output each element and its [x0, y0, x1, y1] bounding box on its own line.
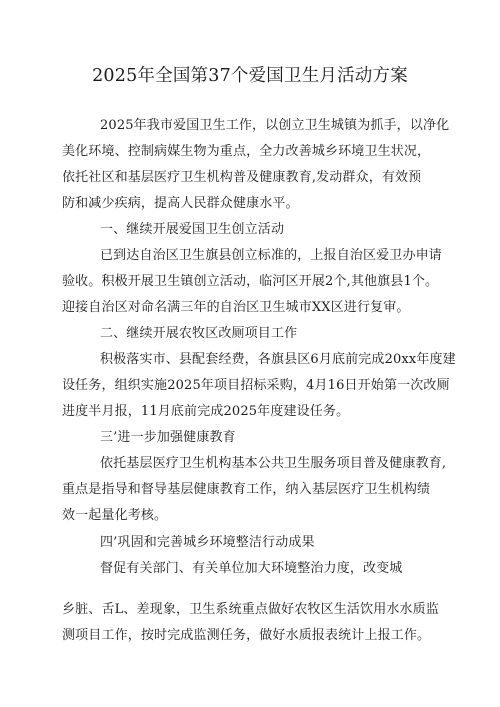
section-4-heading: 四’巩固和完善城乡环境整洁行动成果: [100, 535, 315, 550]
section-3-line-3: 效一起量化考核。: [62, 508, 168, 523]
section-2-heading: 二、继续开展农牧区改厕项目工作: [100, 326, 298, 341]
intro-line-1: 2025年我市爱国卫生工作，以创立卫生城镇为抓手，以净化: [100, 118, 450, 133]
section-1-line-3: 迎接自治区对命名满三年的自治区卫生城市XX区进行复审。: [62, 300, 410, 315]
section-1-line-2: 验收。积极开展卫生镇创立活动，临河区开展2个,其他旗县1个。: [62, 274, 439, 289]
section-4-line-3: 测项目工作，按时完成监测任务，做好水质报表统计上报工作。: [62, 628, 431, 643]
section-3-heading: 三’进一步加强健康教育: [100, 430, 236, 445]
section-2-line-1: 积极落实市、县配套经费，各旗县区6月底前完成20xx年度建: [100, 352, 456, 367]
section-2-line-3: 进度半月报，11月底前完成2025年度建设任务。: [62, 404, 350, 419]
section-2-line-2: 设任务，组织实施2025年项目招标采购，4月16日开始第一次改厕: [62, 378, 450, 393]
intro-line-2: 美化环境、控制病媒生物为重点，全力改善城乡环境卫生状况，: [62, 144, 431, 159]
section-4-line-2: 乡脏、舌L、差现象，卫生系统重点做好农牧区生活饮用水水质监: [62, 602, 439, 617]
section-3-line-2: 重点是指导和督导基层健康教育工作，纳入基层医疗卫生机构绩: [62, 482, 431, 497]
intro-line-4: 防和减少疾病，提高人民群众健康水平。: [62, 196, 299, 211]
intro-line-3: 依托社区和基层医疗卫生机构普及健康教育,发动群众，有效预: [62, 170, 422, 185]
section-1-line-1: 已到达自治区卫生旗县创立标准的，上报自治区爱卫办申请: [100, 248, 442, 263]
section-1-heading: 一、继续开展爱国卫生创立活动: [100, 222, 285, 237]
section-3-line-1: 依托基层医疗卫生机构基本公共卫生服务项目普及健康教育,: [100, 456, 447, 471]
section-4-line-1: 督促有关部门、有关单位加大环境整治力度，改变城: [100, 561, 403, 576]
document-title: 2025年全国第37个爱国卫生月活动方案: [92, 66, 408, 86]
